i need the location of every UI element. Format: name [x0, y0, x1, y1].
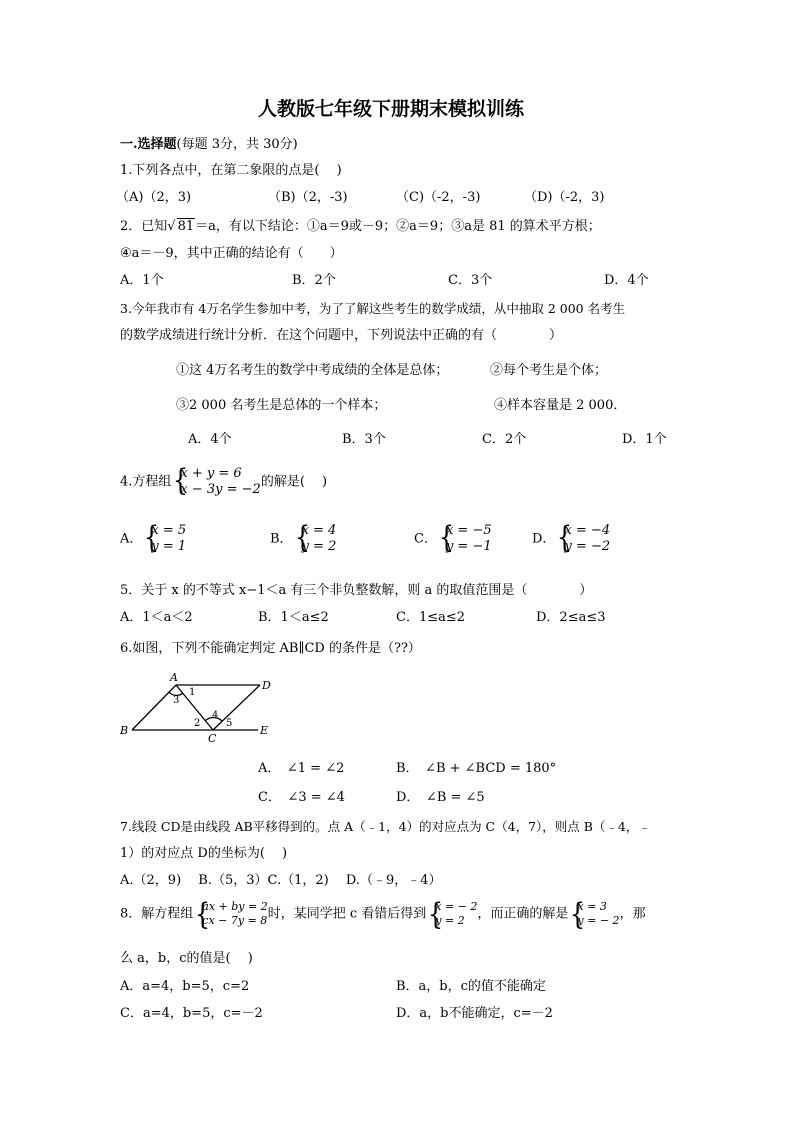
- q8-wrong-solution: { x = − 2 y = 2: [428, 897, 478, 932]
- q3-option-b: B．3个: [342, 432, 386, 447]
- q8-line2: 么 a，b，c的值是( ): [120, 951, 253, 966]
- q5-option-b: B．1＜a≤2: [258, 610, 329, 625]
- q6-figure: [118, 670, 278, 746]
- q2-stem-post: ＝a，有以下结论：①a＝9或－9；②a＝9；③a是 81 的算术平方根；: [195, 219, 601, 234]
- q3-statement-2: ②每个考生是个体；: [490, 363, 608, 378]
- q6-stem: 6.如图，下列不能确定判定 AB∥CD 的条件是（??）: [120, 641, 421, 656]
- q4-c-y: y = −1: [445, 539, 492, 554]
- q4-option-c: [414, 520, 492, 555]
- q8-wrong-x: x = − 2: [435, 900, 478, 913]
- q5-stem: 5．关于 x 的不等式 x−1＜a 有三个非负整数解，则 a 的取值范围是（ ）: [120, 583, 593, 598]
- q8-pre: 8．解方程组: [120, 906, 194, 922]
- q8-mid: 时，某同学把 c 看错后得到: [267, 906, 427, 922]
- q2-option-a: A．1个: [120, 273, 164, 288]
- q8-eq2: cx − 7y = 8: [202, 914, 268, 927]
- q4-option-b-system: { x = 4 y = 2: [294, 520, 337, 555]
- q8-wrong-y: y = 2: [435, 914, 465, 927]
- q4-stem-pre: 4.方程组: [120, 474, 172, 490]
- q4-d-y: y = −2: [564, 539, 611, 554]
- q3-statement-1: ①这 4万名考生的数学中考成绩的全体是总体；: [176, 363, 449, 378]
- q4-b-y: y = 2: [301, 539, 337, 554]
- q7-options: A.（2，9) B.（5，3）C.（1，2) D.（﹣9，﹣4）: [120, 873, 442, 888]
- q4-eq1: x + y = 6: [180, 466, 242, 481]
- q4-c-x: x = −5: [445, 523, 492, 538]
- q8-option-d: D．a，b不能确定，c=－2: [396, 1006, 553, 1021]
- q4-stem-post: 的解是( ): [260, 474, 328, 490]
- q8-equation-system: { ax + by = 2 cx − 7y = 8: [195, 897, 268, 932]
- q4-option-d-system: { x = −4 y = −2: [557, 520, 611, 555]
- q2-option-d: D．4个: [604, 273, 649, 288]
- q2-line2: ④a＝－9，其中正确的结论有（ ）: [120, 246, 343, 261]
- q2-option-b: B．2个: [292, 273, 336, 288]
- q5-option-c: C．1≤a≤2: [396, 610, 466, 625]
- q4-b-x: x = 4: [301, 523, 337, 538]
- q6-option-a: A． ∠1 = ∠2: [258, 761, 345, 776]
- q8-correct-y: y = − 2: [577, 914, 620, 927]
- q2-sqrt-arg: 81: [177, 219, 195, 234]
- q4-option-a-label: A．: [120, 531, 143, 547]
- q5-option-d: D．2≤a≤3: [536, 610, 606, 625]
- q1-option-a: （A)（2，3): [116, 190, 192, 205]
- label-d: D: [262, 679, 271, 692]
- q3-line1: 3.今年我市有 4万名学生参加中考，为了了解这些考生的数学成绩，从中抽取 2 000 名考生: [120, 301, 626, 316]
- q1-option-d: （D)（-2，3): [524, 190, 605, 205]
- q3-option-d: D．1个: [622, 432, 667, 447]
- q7-line2: 1）的对应点 D的坐标为( ): [120, 846, 288, 861]
- label-b: B: [120, 724, 129, 737]
- q3-statement-3: ③2 000 名考生是总体的一个样本；: [176, 398, 387, 413]
- q4-option-d-label: D．: [532, 531, 556, 547]
- section-title: 一.选择题: [120, 137, 177, 152]
- sqrt-symbol: √: [167, 219, 176, 234]
- q5-option-a: A．1＜a＜2: [120, 610, 193, 625]
- q8-option-c: C．a=4，b=5，c=－2: [120, 1006, 263, 1021]
- angle-label-4: 4: [212, 710, 219, 721]
- angle-label-1: 1: [189, 687, 196, 698]
- q8-eq1: ax + by = 2: [202, 900, 268, 913]
- q2-stem-pre: 2．已知: [120, 219, 168, 234]
- q8-post: ，那: [619, 906, 646, 922]
- q8-option-a: A．a=4，b=5，c=2: [120, 979, 250, 994]
- q4-option-b: [270, 520, 337, 555]
- q4-option-d: [532, 520, 611, 555]
- q7-line1: 7.线段 CD是由线段 AB平移得到的。点 A（﹣1，4）的对应点为 C（4，7），则点 B（﹣4，﹣: [120, 819, 651, 834]
- page-title: 人教版七年级下册期末模拟训练: [258, 98, 525, 120]
- angle-label-2: 2: [194, 718, 201, 729]
- q3-option-c: C．2个: [482, 432, 527, 447]
- label-e: E: [260, 724, 269, 737]
- segment-cd: [213, 685, 260, 730]
- q1-option-b: （B)（2，-3): [268, 190, 348, 205]
- q4-option-b-label: B．: [270, 531, 293, 547]
- q4-stem: [120, 463, 328, 498]
- q3-statement-4: ④样本容量是 2 000．: [494, 398, 627, 413]
- q4-a-y: y = 1: [151, 539, 187, 554]
- q2-option-c: C．3个: [448, 273, 493, 288]
- q2-stem: [120, 218, 601, 235]
- q1-option-c: （C)（-2，-3): [396, 190, 481, 205]
- q8-correct-x: x = 3: [577, 900, 607, 913]
- label-c: C: [208, 732, 217, 745]
- q1-stem: 1.下列各点中，在第二象限的点是( ): [120, 163, 342, 178]
- q3-line2: 的数学成绩进行统计分析．在这个问题中，下列说法中正确的有（ ）: [120, 328, 563, 343]
- q4-option-a-system: { x = 5 y = 1: [144, 520, 187, 555]
- q8-mid2: ，而正确的解是: [477, 906, 569, 922]
- q8-option-b: B．a，b，c的值不能确定: [396, 979, 546, 994]
- q4-option-a: [120, 520, 187, 555]
- q3-option-a: A．4个: [188, 432, 232, 447]
- q6-option-d: D． ∠B = ∠5: [396, 790, 485, 805]
- q4-d-x: x = −4: [564, 523, 611, 538]
- q8-correct-solution: { x = 3 y = − 2: [570, 897, 620, 932]
- angle-label-5: 5: [226, 718, 233, 729]
- q4-option-c-label: C．: [414, 531, 437, 547]
- q4-eq2: x − 3y = −2: [180, 482, 261, 497]
- section-note: (每题 3分，共 30分): [176, 137, 298, 152]
- angle-label-3: 3: [173, 695, 180, 706]
- q4-option-c-system: { x = −5 y = −1: [438, 520, 492, 555]
- section-header: [120, 137, 298, 153]
- q6-option-c: C． ∠3 = ∠4: [258, 790, 345, 805]
- q4-a-x: x = 5: [151, 523, 187, 538]
- q4-equation-system: { x + y = 6 x − 3y = −2: [173, 463, 261, 498]
- q6-option-b: B． ∠B + ∠BCD = 180°: [396, 761, 557, 776]
- q8-stem: [120, 897, 646, 932]
- label-a: A: [170, 671, 178, 684]
